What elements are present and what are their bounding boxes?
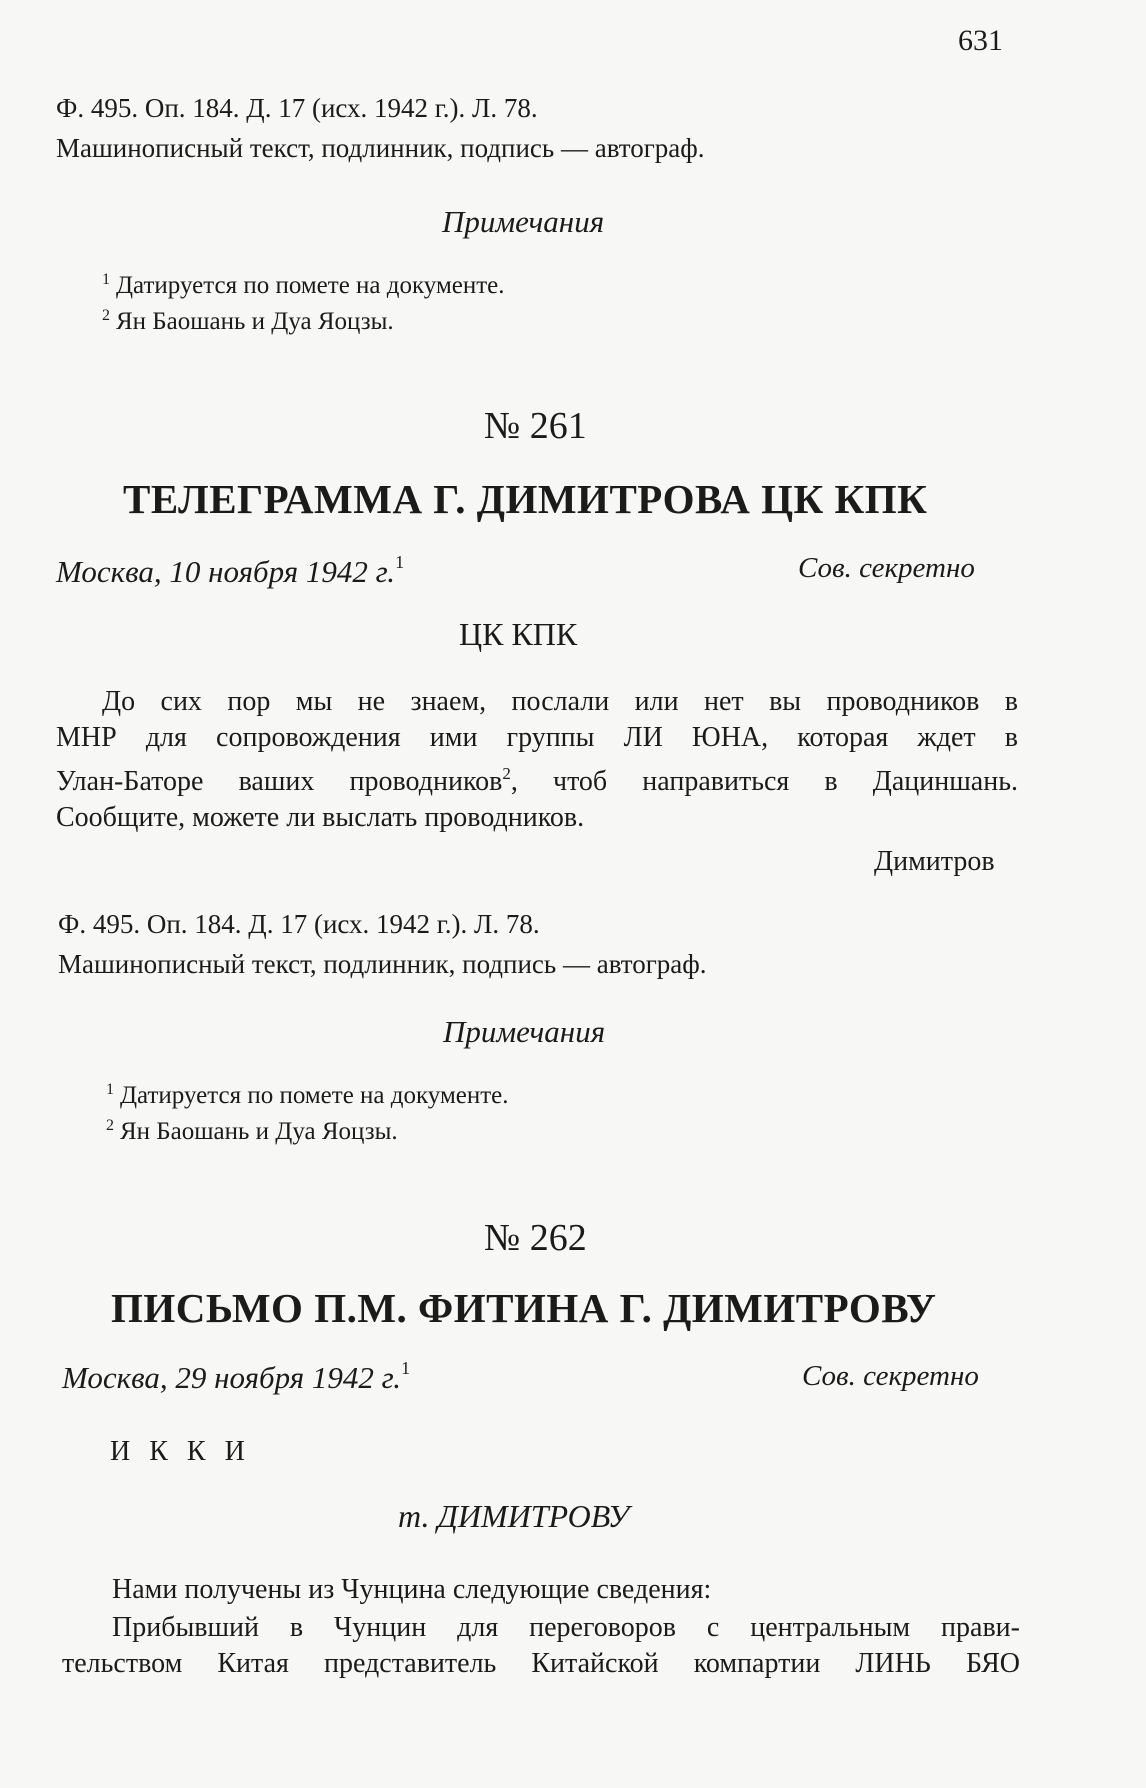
place-date-footnote-ref: 1 xyxy=(401,1358,411,1378)
document-title: ПИСЬМО П.М. ФИТИНА Г. ДИМИТРОВУ xyxy=(111,1285,937,1331)
body-line: Улан-Баторе ваших проводников$^2$, чтоб направиться в Дациншань. xyxy=(56,764,1018,797)
archive-source-line: Ф. 495. Оп. 184. Д. 17 (исх. 1942 г.). Л. 78. xyxy=(58,909,540,939)
addressee: ЦК КПК xyxy=(459,616,578,652)
classification-stamp: Сов. секретно xyxy=(798,552,975,584)
page-number: 631 xyxy=(958,24,1003,57)
organization: И К К И xyxy=(110,1436,251,1467)
archive-source-line: Ф. 495. Оп. 184. Д. 17 (исх. 1942 г.). Л. 78. xyxy=(56,93,538,123)
signature: Димитров xyxy=(874,846,995,877)
footnote-number: 2 xyxy=(106,1117,114,1134)
place-date xyxy=(62,1358,410,1396)
place-date-text: Москва, 10 ноября 1942 г. xyxy=(56,554,396,589)
footnote-number: 1 xyxy=(106,1081,114,1098)
body-line: До сих пор мы не знаем, послали или нет вы проводников в xyxy=(102,686,1018,717)
footnote-text: Ян Баошань и Дуа Яоцзы. xyxy=(120,1118,398,1145)
letter-body xyxy=(62,1610,1020,1682)
document-number: № 261 xyxy=(484,405,587,447)
footnote xyxy=(106,1108,398,1150)
notes-heading: Примечания xyxy=(443,1014,606,1049)
footnote-number: 1 xyxy=(102,271,110,288)
letter-intro: Нами получены из Чунцина следующие сведения: xyxy=(112,1574,712,1605)
body-footnote-ref: 2 xyxy=(502,764,511,783)
document-description-line: Машинописный текст, подлинник, подпись — автограф. xyxy=(56,133,705,163)
body-line: тельством Китая представитель Китайской компартии ЛИНЬ БЯО xyxy=(62,1648,1020,1679)
body-line: Сообщите, можете ли выслать проводников. xyxy=(56,802,585,833)
document-description-line: Машинописный текст, подлинник, подпись — автограф. xyxy=(58,949,707,979)
body-line: Прибывший в Чунцин для переговоров с центральным прави- xyxy=(112,1612,1020,1643)
classification-stamp: Сов. секретно xyxy=(802,1360,979,1392)
footnote xyxy=(102,298,394,340)
document-number: № 262 xyxy=(484,1217,587,1259)
body-line: МНР для сопровождения ими группы ЛИ ЮНА, которая ждет в xyxy=(56,722,1018,753)
notes-heading: Примечания xyxy=(442,204,605,239)
place-date xyxy=(56,552,404,590)
footnote-text: Датируется по помете на документе. xyxy=(120,1082,509,1109)
footnote-text: Датируется по помете на документе. xyxy=(116,272,505,299)
document-title: ТЕЛЕГРАММА Г. ДИМИТРОВА ЦК КПК xyxy=(123,476,928,522)
place-date-text: Москва, 29 ноября 1942 г. xyxy=(62,1360,402,1395)
place-date-footnote-ref: 1 xyxy=(395,552,405,572)
footnote-number: 2 xyxy=(102,307,110,324)
telegram-body xyxy=(56,684,1018,836)
footnote-text: Ян Баошань и Дуа Яоцзы. xyxy=(116,308,394,335)
addressee: т. ДИМИТРОВУ xyxy=(398,1498,630,1534)
